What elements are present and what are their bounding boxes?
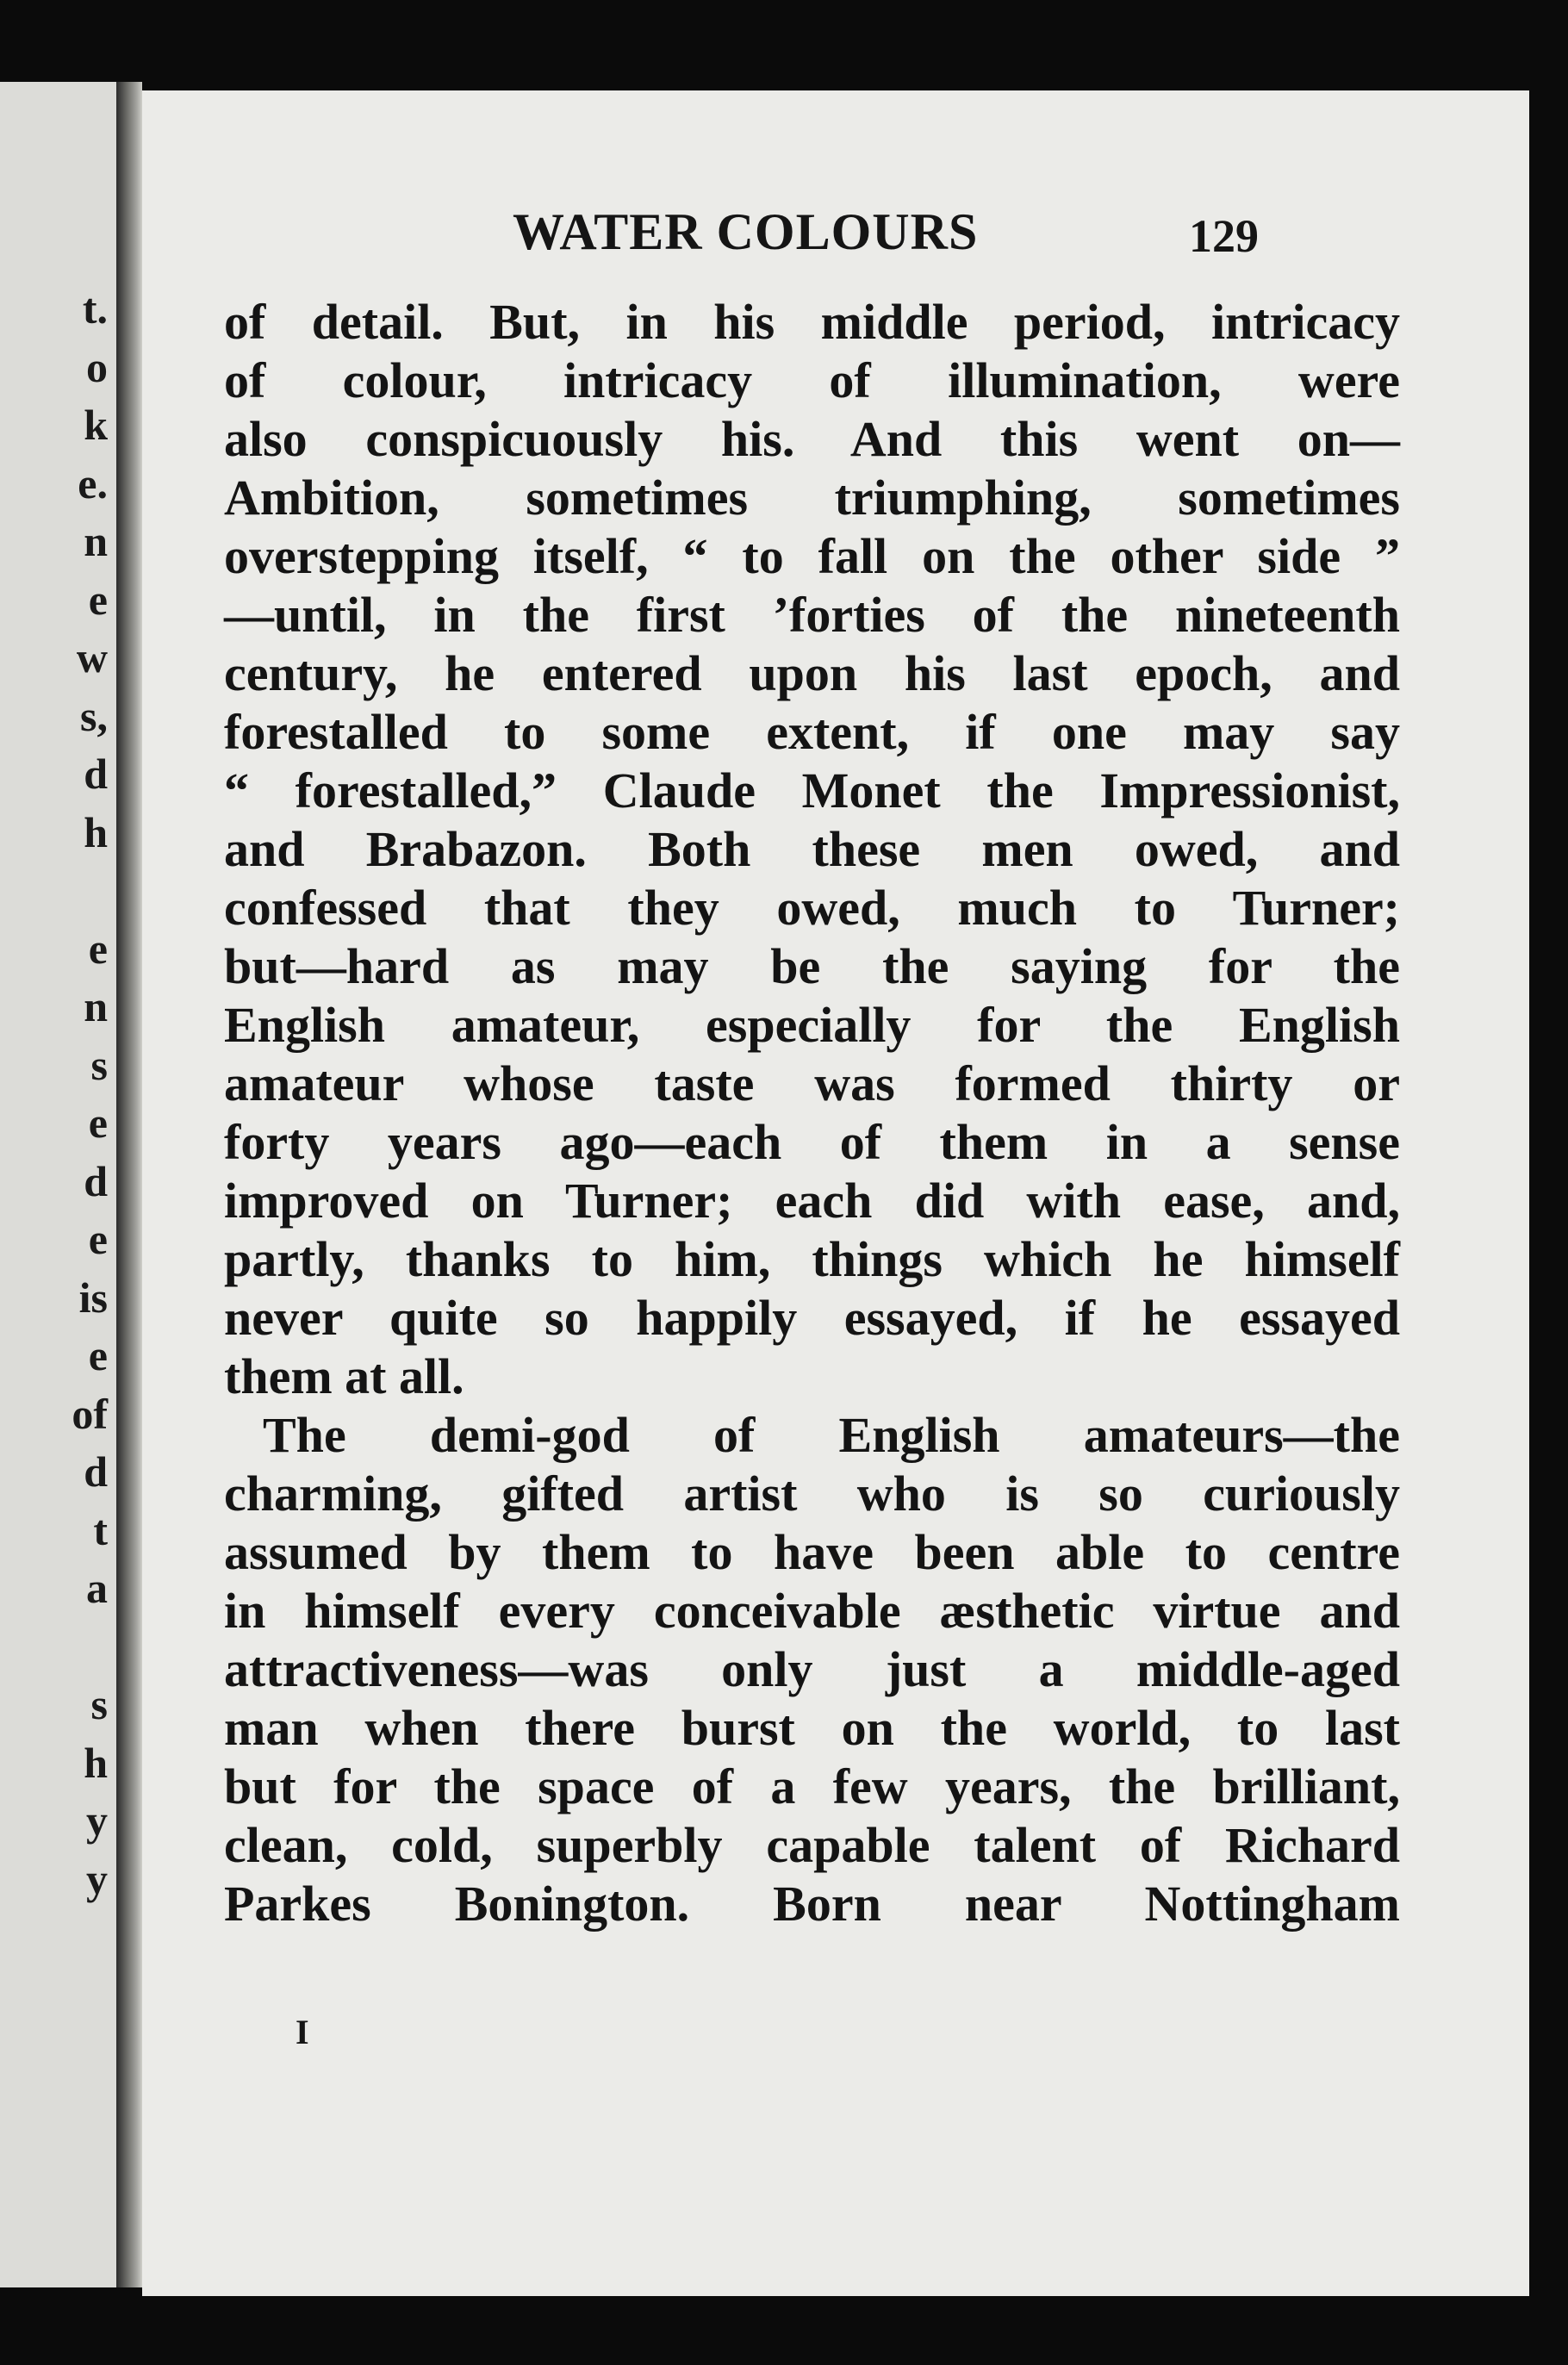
text-line: partly, thanks to him, things which he himself — [224, 1231, 1400, 1287]
text-line: century, he entered upon his last epoch, and — [224, 645, 1400, 701]
text-line: assumed by them to have been able to centre — [224, 1524, 1400, 1580]
facing-page-fragment: k — [84, 401, 108, 449]
facing-page-fragment: d — [84, 1447, 108, 1496]
text-line: also conspicuously his. And this went on— — [224, 411, 1400, 467]
text-line: but—hard as may be the saying for the — [224, 938, 1400, 994]
body-text — [224, 293, 1400, 1933]
facing-page-fragment: s, — [80, 691, 108, 740]
text-line: of detail. But, in his middle period, intricacy — [224, 294, 1400, 350]
page-number: 129 — [1189, 210, 1259, 262]
paragraph — [224, 1406, 1400, 1933]
facing-page-fragment: s — [90, 1680, 108, 1728]
facing-page-fragment: o — [86, 342, 108, 391]
text-line: English amateur, especially for the English — [224, 997, 1400, 1053]
facing-page-fragment: h — [84, 807, 108, 856]
text-line: forty years ago—each of them in a sense — [224, 1114, 1400, 1170]
facing-page-fragment: e — [88, 924, 108, 973]
facing-page-fragment: n — [84, 517, 108, 565]
text-line: —until, in the first ’forties of the nineteenth — [224, 587, 1400, 643]
facing-page-fragment: y — [86, 1796, 108, 1845]
text-line: amateur whose taste was formed thirty or — [224, 1055, 1400, 1111]
text-line: and Brabazon. Both these men owed, and — [224, 821, 1400, 877]
book-page — [142, 90, 1529, 2296]
text-line: confessed that they owed, much to Turner; — [224, 880, 1400, 936]
facing-page-fragment: w — [76, 633, 108, 681]
text-line: charming, gifted artist who is so curiously — [224, 1466, 1400, 1522]
facing-page-fragments — [72, 280, 108, 1908]
facing-page-fragment: e — [88, 1098, 108, 1147]
text-line: man when there burst on the world, to last — [224, 1700, 1400, 1756]
paragraph — [224, 293, 1400, 1406]
facing-page-fragment: s — [90, 1040, 108, 1089]
facing-page-fragment: t. — [82, 284, 108, 333]
text-line: but for the space of a few years, the brilliant, — [224, 1758, 1400, 1814]
facing-page-fragment: e — [88, 1215, 108, 1263]
running-head-title: WATER COLOURS — [513, 203, 979, 260]
text-line: Parkes Bonington. Born near Nottingham — [224, 1876, 1400, 1932]
text-line: attractiveness—was only just a middle-aged — [224, 1641, 1400, 1697]
text-line: never quite so happily essayed, if he essayed — [224, 1290, 1400, 1346]
facing-page-fragment: t — [93, 1505, 108, 1554]
facing-page-fragment: is — [78, 1273, 108, 1322]
facing-page-fragment: of — [72, 1389, 108, 1438]
facing-page-edge — [0, 82, 116, 2287]
text-line: in himself every conceivable æsthetic virtue and — [224, 1583, 1400, 1639]
text-line: The demi-god of English amateurs—the — [263, 1407, 1400, 1463]
text-line: “ forestalled,” Claude Monet the Impressionist, — [224, 762, 1400, 818]
text-line: Ambition, sometimes triumphing, sometimes — [224, 470, 1400, 526]
text-line: improved on Turner; each did with ease, and, — [224, 1173, 1400, 1229]
text-line: them at all. — [224, 1348, 464, 1404]
facing-page-fragment: h — [84, 1738, 108, 1787]
facing-page-fragment: d — [84, 750, 108, 798]
signature-mark: I — [296, 2013, 309, 2051]
scan-border — [1529, 82, 1568, 2322]
text-line: forestalled to some extent, if one may say — [224, 704, 1400, 760]
running-head — [142, 202, 1529, 280]
text-line: clean, cold, superbly capable talent of Richard — [224, 1817, 1400, 1873]
facing-page-fragment: e — [88, 575, 108, 624]
facing-page-fragment: y — [86, 1854, 108, 1903]
book-gutter — [116, 82, 142, 2287]
text-line: of colour, intricacy of illumination, were — [224, 352, 1400, 408]
facing-page-fragment: n — [84, 982, 108, 1030]
facing-page-fragment: e — [88, 1331, 108, 1379]
facing-page-fragment: e. — [78, 458, 108, 507]
facing-page-fragment — [72, 862, 108, 920]
facing-page-fragment — [72, 1618, 108, 1677]
facing-page-fragment: a — [86, 1564, 108, 1612]
facing-page-fragment: d — [84, 1156, 108, 1205]
text-line: overstepping itself, “ to fall on the other side ” — [224, 528, 1400, 584]
